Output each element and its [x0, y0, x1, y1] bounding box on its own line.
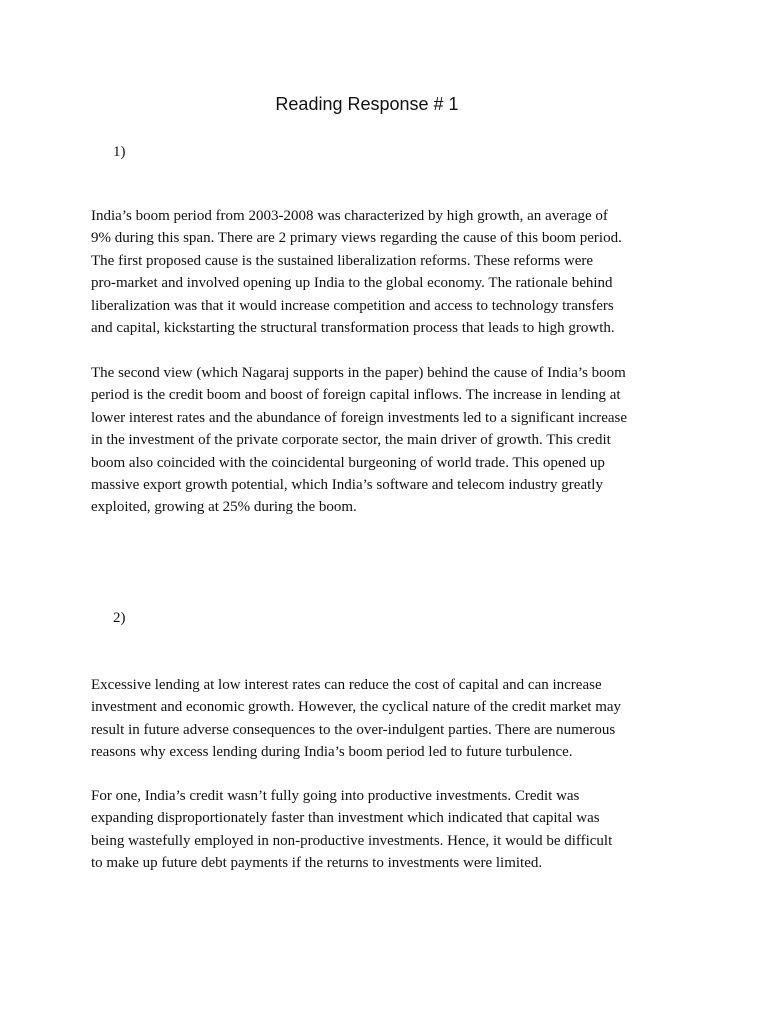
paragraph-line: lower interest rates and the abundance of foreign investments led to a significant increase	[91, 409, 628, 426]
paragraph-line: massive export growth potential, which India’s software and telecom industry greatly	[91, 477, 603, 494]
paragraph-line: investment and economic growth. However, the cyclical nature of the credit market may	[91, 699, 622, 716]
section-2-paragraph-2	[91, 785, 691, 875]
question-number-1: 1)	[113, 144, 126, 160]
question-number-2: 2)	[113, 610, 126, 626]
paragraph-line: The second view (which Nagaraj supports in the paper) behind the cause of India’s boom	[91, 365, 626, 381]
paragraph-line: India’s boom period from 2003-2008 was characterized by high growth, an average of	[91, 208, 608, 224]
paragraph-line: period is the credit boom and boost of foreign capital inflows. The increase in lending at	[91, 387, 621, 404]
paragraph-line: The first proposed cause is the sustained liberalization reforms. These reforms were	[91, 252, 594, 269]
paragraph-line: expanding disproportionately faster than investment which indicated that capital was	[91, 810, 600, 827]
paragraph-line: Excessive lending at low interest rates can reduce the cost of capital and can increase	[91, 677, 602, 693]
section-1-paragraph-2	[91, 362, 691, 519]
section-1-paragraph-1	[91, 205, 691, 339]
paragraph-line: exploited, growing at 25% during the boom.	[91, 499, 357, 516]
paragraph-line: For one, India’s credit wasn’t fully going into productive investments. Credit was	[91, 788, 580, 804]
paragraph-line: reasons why excess lending during India’s boom period led to future turbulence.	[91, 744, 573, 761]
paragraph-line: 9% during this span. There are 2 primary views regarding the cause of this boom period.	[91, 230, 622, 247]
paragraph-line: liberalization was that it would increase competition and access to technology transfers	[91, 297, 614, 314]
paragraph-line: result in future adverse consequences to the over-indulgent parties. There are numerous	[91, 721, 616, 738]
document-title: Reading Response # 1	[275, 94, 459, 114]
paragraph-line: in the investment of the private corporate sector, the main driver of growth. This credit	[91, 432, 611, 449]
paragraph-line: pro-market and involved opening up India to the global economy. The rationale behind	[91, 275, 613, 292]
paragraph-line: to make up future debt payments if the returns to investments were limited.	[91, 855, 543, 872]
section-2-paragraph-1	[91, 674, 691, 764]
paragraph-line: boom also coincided with the coincidental burgeoning of world trade. This opened up	[91, 454, 605, 471]
paragraph-line: being wastefully employed in non-productive investments. Hence, it would be difficult	[91, 832, 613, 849]
paragraph-line: and capital, kickstarting the structural transformation process that leads to high growth.	[91, 320, 615, 337]
